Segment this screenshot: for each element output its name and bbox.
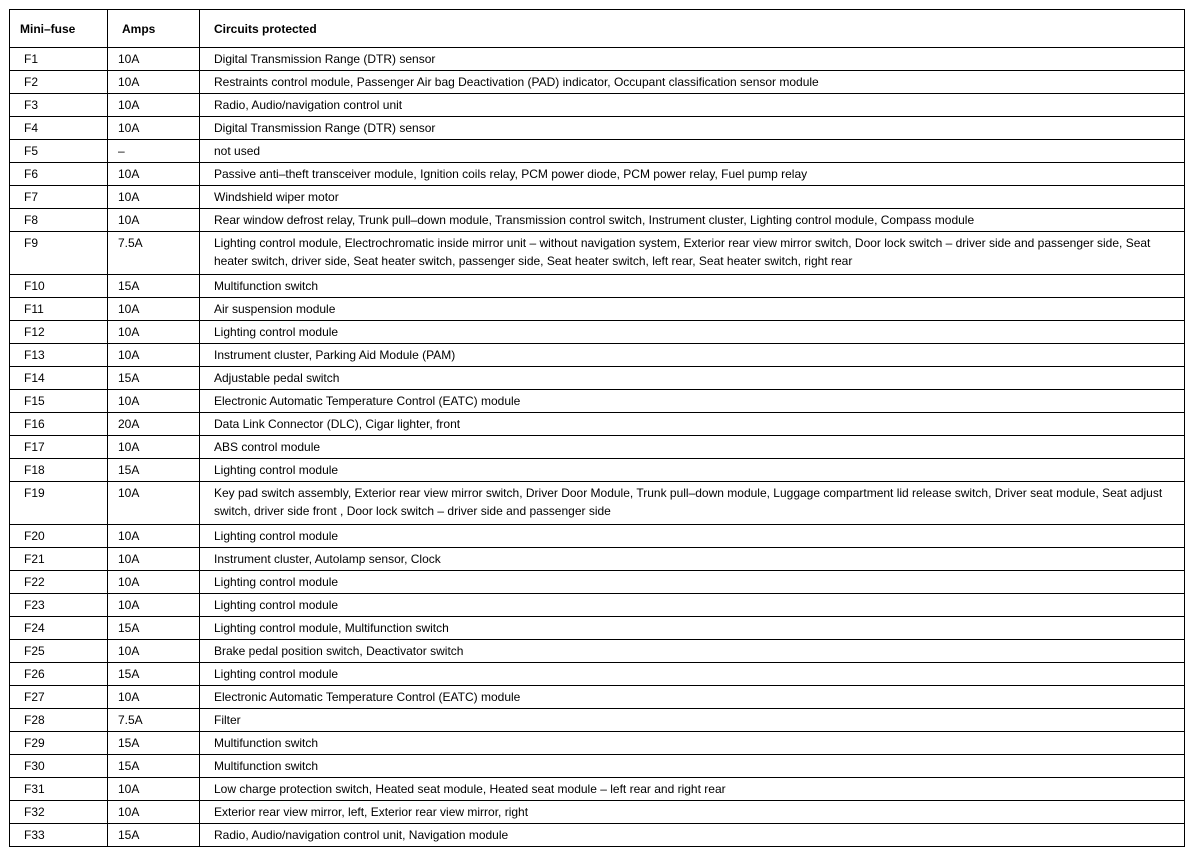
circuits-cell: Multifunction switch	[200, 755, 1185, 778]
circuits-cell: Air suspension module	[200, 298, 1185, 321]
amps-cell: 10A	[108, 390, 200, 413]
fuse-cell: F27	[10, 686, 108, 709]
table-row	[10, 459, 1185, 482]
circuits-cell: Lighting control module, Multifunction switch	[200, 617, 1185, 640]
amps-cell: 10A	[108, 686, 200, 709]
circuits-cell: Multifunction switch	[200, 732, 1185, 755]
fuse-cell: F32	[10, 801, 108, 824]
circuits-cell: Lighting control module	[200, 321, 1185, 344]
amps-cell: 10A	[108, 594, 200, 617]
circuits-cell: Multifunction switch	[200, 275, 1185, 298]
amps-cell: 15A	[108, 824, 200, 847]
amps-cell: 15A	[108, 617, 200, 640]
table-header-row	[10, 10, 1185, 48]
table-row	[10, 140, 1185, 163]
table-row	[10, 663, 1185, 686]
fuse-cell: F14	[10, 367, 108, 390]
fuse-cell: F7	[10, 186, 108, 209]
fuse-cell: F26	[10, 663, 108, 686]
amps-cell: 10A	[108, 344, 200, 367]
circuits-cell: Lighting control module	[200, 459, 1185, 482]
table-row	[10, 482, 1185, 525]
amps-cell: 10A	[108, 94, 200, 117]
fuse-cell: F4	[10, 117, 108, 140]
amps-cell: 10A	[108, 186, 200, 209]
circuits-cell: Lighting control module	[200, 525, 1185, 548]
table-row	[10, 617, 1185, 640]
fuse-cell: F22	[10, 571, 108, 594]
amps-cell: 10A	[108, 640, 200, 663]
table-row	[10, 571, 1185, 594]
amps-cell: 10A	[108, 298, 200, 321]
fuse-cell: F25	[10, 640, 108, 663]
amps-cell: 15A	[108, 732, 200, 755]
fuse-cell: F15	[10, 390, 108, 413]
table-body	[10, 48, 1185, 847]
table-row	[10, 709, 1185, 732]
circuits-cell: Passive anti–theft transceiver module, Ignition coils relay, PCM power diode, PCM power relay, Fuel pump relay	[200, 163, 1185, 186]
fuse-cell: F9	[10, 232, 108, 275]
table-row	[10, 117, 1185, 140]
table-row	[10, 732, 1185, 755]
fuse-cell: F8	[10, 209, 108, 232]
fuse-cell: F21	[10, 548, 108, 571]
amps-cell: –	[108, 140, 200, 163]
fuse-cell: F33	[10, 824, 108, 847]
circuits-cell: Low charge protection switch, Heated seat module, Heated seat module – left rear and right rear	[200, 778, 1185, 801]
circuits-cell: Windshield wiper motor	[200, 186, 1185, 209]
fuse-cell: F20	[10, 525, 108, 548]
fuse-cell: F17	[10, 436, 108, 459]
amps-cell: 10A	[108, 321, 200, 344]
circuits-cell: Lighting control module	[200, 571, 1185, 594]
table-row	[10, 436, 1185, 459]
circuits-cell: Key pad switch assembly, Exterior rear view mirror switch, Driver Door Module, Trunk pull–down module, Luggage compartment lid release switch, Driver seat module, Seat adjust switch, driver side front , Door lock switch – driver side and passenger side	[200, 482, 1185, 525]
fuse-cell: F10	[10, 275, 108, 298]
circuits-cell: ABS control module	[200, 436, 1185, 459]
table-row	[10, 298, 1185, 321]
amps-cell: 10A	[108, 778, 200, 801]
table-row	[10, 824, 1185, 847]
circuits-cell: Restraints control module, Passenger Air bag Deactivation (PAD) indicator, Occupant classification sensor module	[200, 71, 1185, 94]
circuits-cell: Filter	[200, 709, 1185, 732]
table-row	[10, 209, 1185, 232]
fuse-cell: F12	[10, 321, 108, 344]
amps-cell: 15A	[108, 275, 200, 298]
circuits-cell: Digital Transmission Range (DTR) sensor	[200, 48, 1185, 71]
circuits-cell: Lighting control module, Electrochromatic inside mirror unit – without navigation system, Exterior rear view mirror switch, Door lock switch – driver side and passenger side, Seat heater switch, driver side, Seat heater switch, passenger side, Seat heater switch, left rear, Seat heater switch, right rear	[200, 232, 1185, 275]
fuse-cell: F29	[10, 732, 108, 755]
amps-cell: 7.5A	[108, 709, 200, 732]
table-row	[10, 71, 1185, 94]
circuits-cell: not used	[200, 140, 1185, 163]
fuse-cell: F16	[10, 413, 108, 436]
amps-cell: 20A	[108, 413, 200, 436]
fuse-cell: F6	[10, 163, 108, 186]
table-row	[10, 801, 1185, 824]
amps-cell: 10A	[108, 117, 200, 140]
header-circuits-protected: Circuits protected	[200, 10, 1185, 48]
amps-cell: 15A	[108, 367, 200, 390]
fuse-cell: F13	[10, 344, 108, 367]
circuits-cell: Digital Transmission Range (DTR) sensor	[200, 117, 1185, 140]
fuse-cell: F18	[10, 459, 108, 482]
circuits-cell: Instrument cluster, Autolamp sensor, Clock	[200, 548, 1185, 571]
table-row	[10, 594, 1185, 617]
table-row	[10, 525, 1185, 548]
amps-cell: 10A	[108, 436, 200, 459]
table-row	[10, 548, 1185, 571]
amps-cell: 10A	[108, 71, 200, 94]
table-row	[10, 390, 1185, 413]
fuse-cell: F19	[10, 482, 108, 525]
amps-cell: 10A	[108, 548, 200, 571]
fuse-cell: F11	[10, 298, 108, 321]
fuse-cell: F5	[10, 140, 108, 163]
fuse-cell: F24	[10, 617, 108, 640]
table-row	[10, 232, 1185, 275]
fuse-table	[9, 9, 1185, 847]
circuits-cell: Data Link Connector (DLC), Cigar lighter, front	[200, 413, 1185, 436]
table-row	[10, 275, 1185, 298]
table-row	[10, 163, 1185, 186]
amps-cell: 15A	[108, 663, 200, 686]
circuits-cell: Lighting control module	[200, 663, 1185, 686]
table-row	[10, 413, 1185, 436]
table-row	[10, 755, 1185, 778]
table-row	[10, 778, 1185, 801]
circuits-cell: Electronic Automatic Temperature Control (EATC) module	[200, 390, 1185, 413]
circuits-cell: Radio, Audio/navigation control unit	[200, 94, 1185, 117]
fuse-cell: F2	[10, 71, 108, 94]
fuse-cell: F30	[10, 755, 108, 778]
circuits-cell: Brake pedal position switch, Deactivator switch	[200, 640, 1185, 663]
table-row	[10, 94, 1185, 117]
fuse-cell: F28	[10, 709, 108, 732]
header-mini-fuse: Mini–fuse	[10, 10, 108, 48]
amps-cell: 10A	[108, 482, 200, 525]
table-row	[10, 344, 1185, 367]
amps-cell: 10A	[108, 525, 200, 548]
amps-cell: 7.5A	[108, 232, 200, 275]
amps-cell: 15A	[108, 755, 200, 778]
circuits-cell: Adjustable pedal switch	[200, 367, 1185, 390]
table-row	[10, 48, 1185, 71]
table-row	[10, 186, 1185, 209]
circuits-cell: Rear window defrost relay, Trunk pull–down module, Transmission control switch, Instrument cluster, Lighting control module, Compass module	[200, 209, 1185, 232]
circuits-cell: Exterior rear view mirror, left, Exterior rear view mirror, right	[200, 801, 1185, 824]
table-row	[10, 640, 1185, 663]
amps-cell: 10A	[108, 48, 200, 71]
fuse-cell: F1	[10, 48, 108, 71]
circuits-cell: Radio, Audio/navigation control unit, Navigation module	[200, 824, 1185, 847]
table-row	[10, 686, 1185, 709]
amps-cell: 10A	[108, 801, 200, 824]
table-row	[10, 367, 1185, 390]
fuse-cell: F23	[10, 594, 108, 617]
fuse-cell: F31	[10, 778, 108, 801]
header-amps: Amps	[108, 10, 200, 48]
table-row	[10, 321, 1185, 344]
fuse-cell: F3	[10, 94, 108, 117]
amps-cell: 10A	[108, 209, 200, 232]
amps-cell: 10A	[108, 571, 200, 594]
amps-cell: 15A	[108, 459, 200, 482]
circuits-cell: Electronic Automatic Temperature Control (EATC) module	[200, 686, 1185, 709]
circuits-cell: Instrument cluster, Parking Aid Module (PAM)	[200, 344, 1185, 367]
amps-cell: 10A	[108, 163, 200, 186]
circuits-cell: Lighting control module	[200, 594, 1185, 617]
